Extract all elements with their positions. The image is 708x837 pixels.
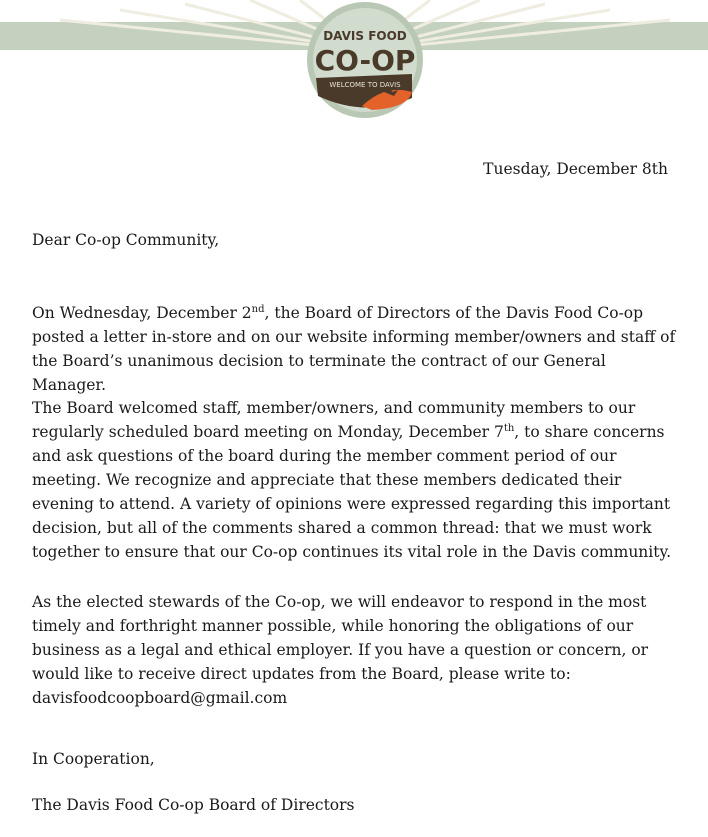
paragraph-2 <box>32 396 684 564</box>
logo-tagline: WELCOME TO DAVIS <box>329 81 401 89</box>
closing: In Cooperation, <box>32 750 155 768</box>
ordinal-suffix: nd <box>251 303 265 315</box>
ordinal-suffix: th <box>503 422 515 434</box>
paragraph-3: As the elected stewards of the Co-op, we will endeavor to respond in the most timely and forthright manner possible, while honoring the obligations of our business as a legal and ethical employer. If you have a question or concern, or would like to receive direct updates from the Board, please write to: davisfoodcoopboard@gmail.com <box>32 593 649 707</box>
coop-logo <box>307 2 423 118</box>
paragraph-2-rest: , to share concerns and ask questions of the board during the member comment period of our meeting. We recognize and appreciate that these members dedicated their evening to attend. A variety of opinions were expressed regarding this important decision, but all of the comments shared a common thread: that we must work together to ensure that our Co-op continues its vital role in the Davis community. <box>32 423 672 561</box>
paragraph-1 <box>32 301 684 397</box>
paragraph-2-start: The Board welcomed staff, member/owners, and community members to our regularly scheduled board meeting on Monday, December 7 <box>32 399 636 441</box>
signature: The Davis Food Co-op Board of Directors <box>32 796 355 814</box>
letterhead-graphic <box>0 0 708 120</box>
letterhead <box>0 0 708 120</box>
paragraph-1-rest: , the Board of Directors of the Davis Food Co-op posted a letter in-store and on our website informing member/owners and staff of the Board’s unanimous decision to terminate the contract of our General Manager. <box>32 304 676 394</box>
logo-top-text: DAVIS FOOD <box>323 29 407 43</box>
paragraph-1-start: On Wednesday, December 2 <box>32 304 252 322</box>
letter-date: Tuesday, December 8th <box>483 160 668 178</box>
salutation: Dear Co-op Community, <box>32 231 220 249</box>
logo-main-text: CO-OP <box>314 44 416 77</box>
